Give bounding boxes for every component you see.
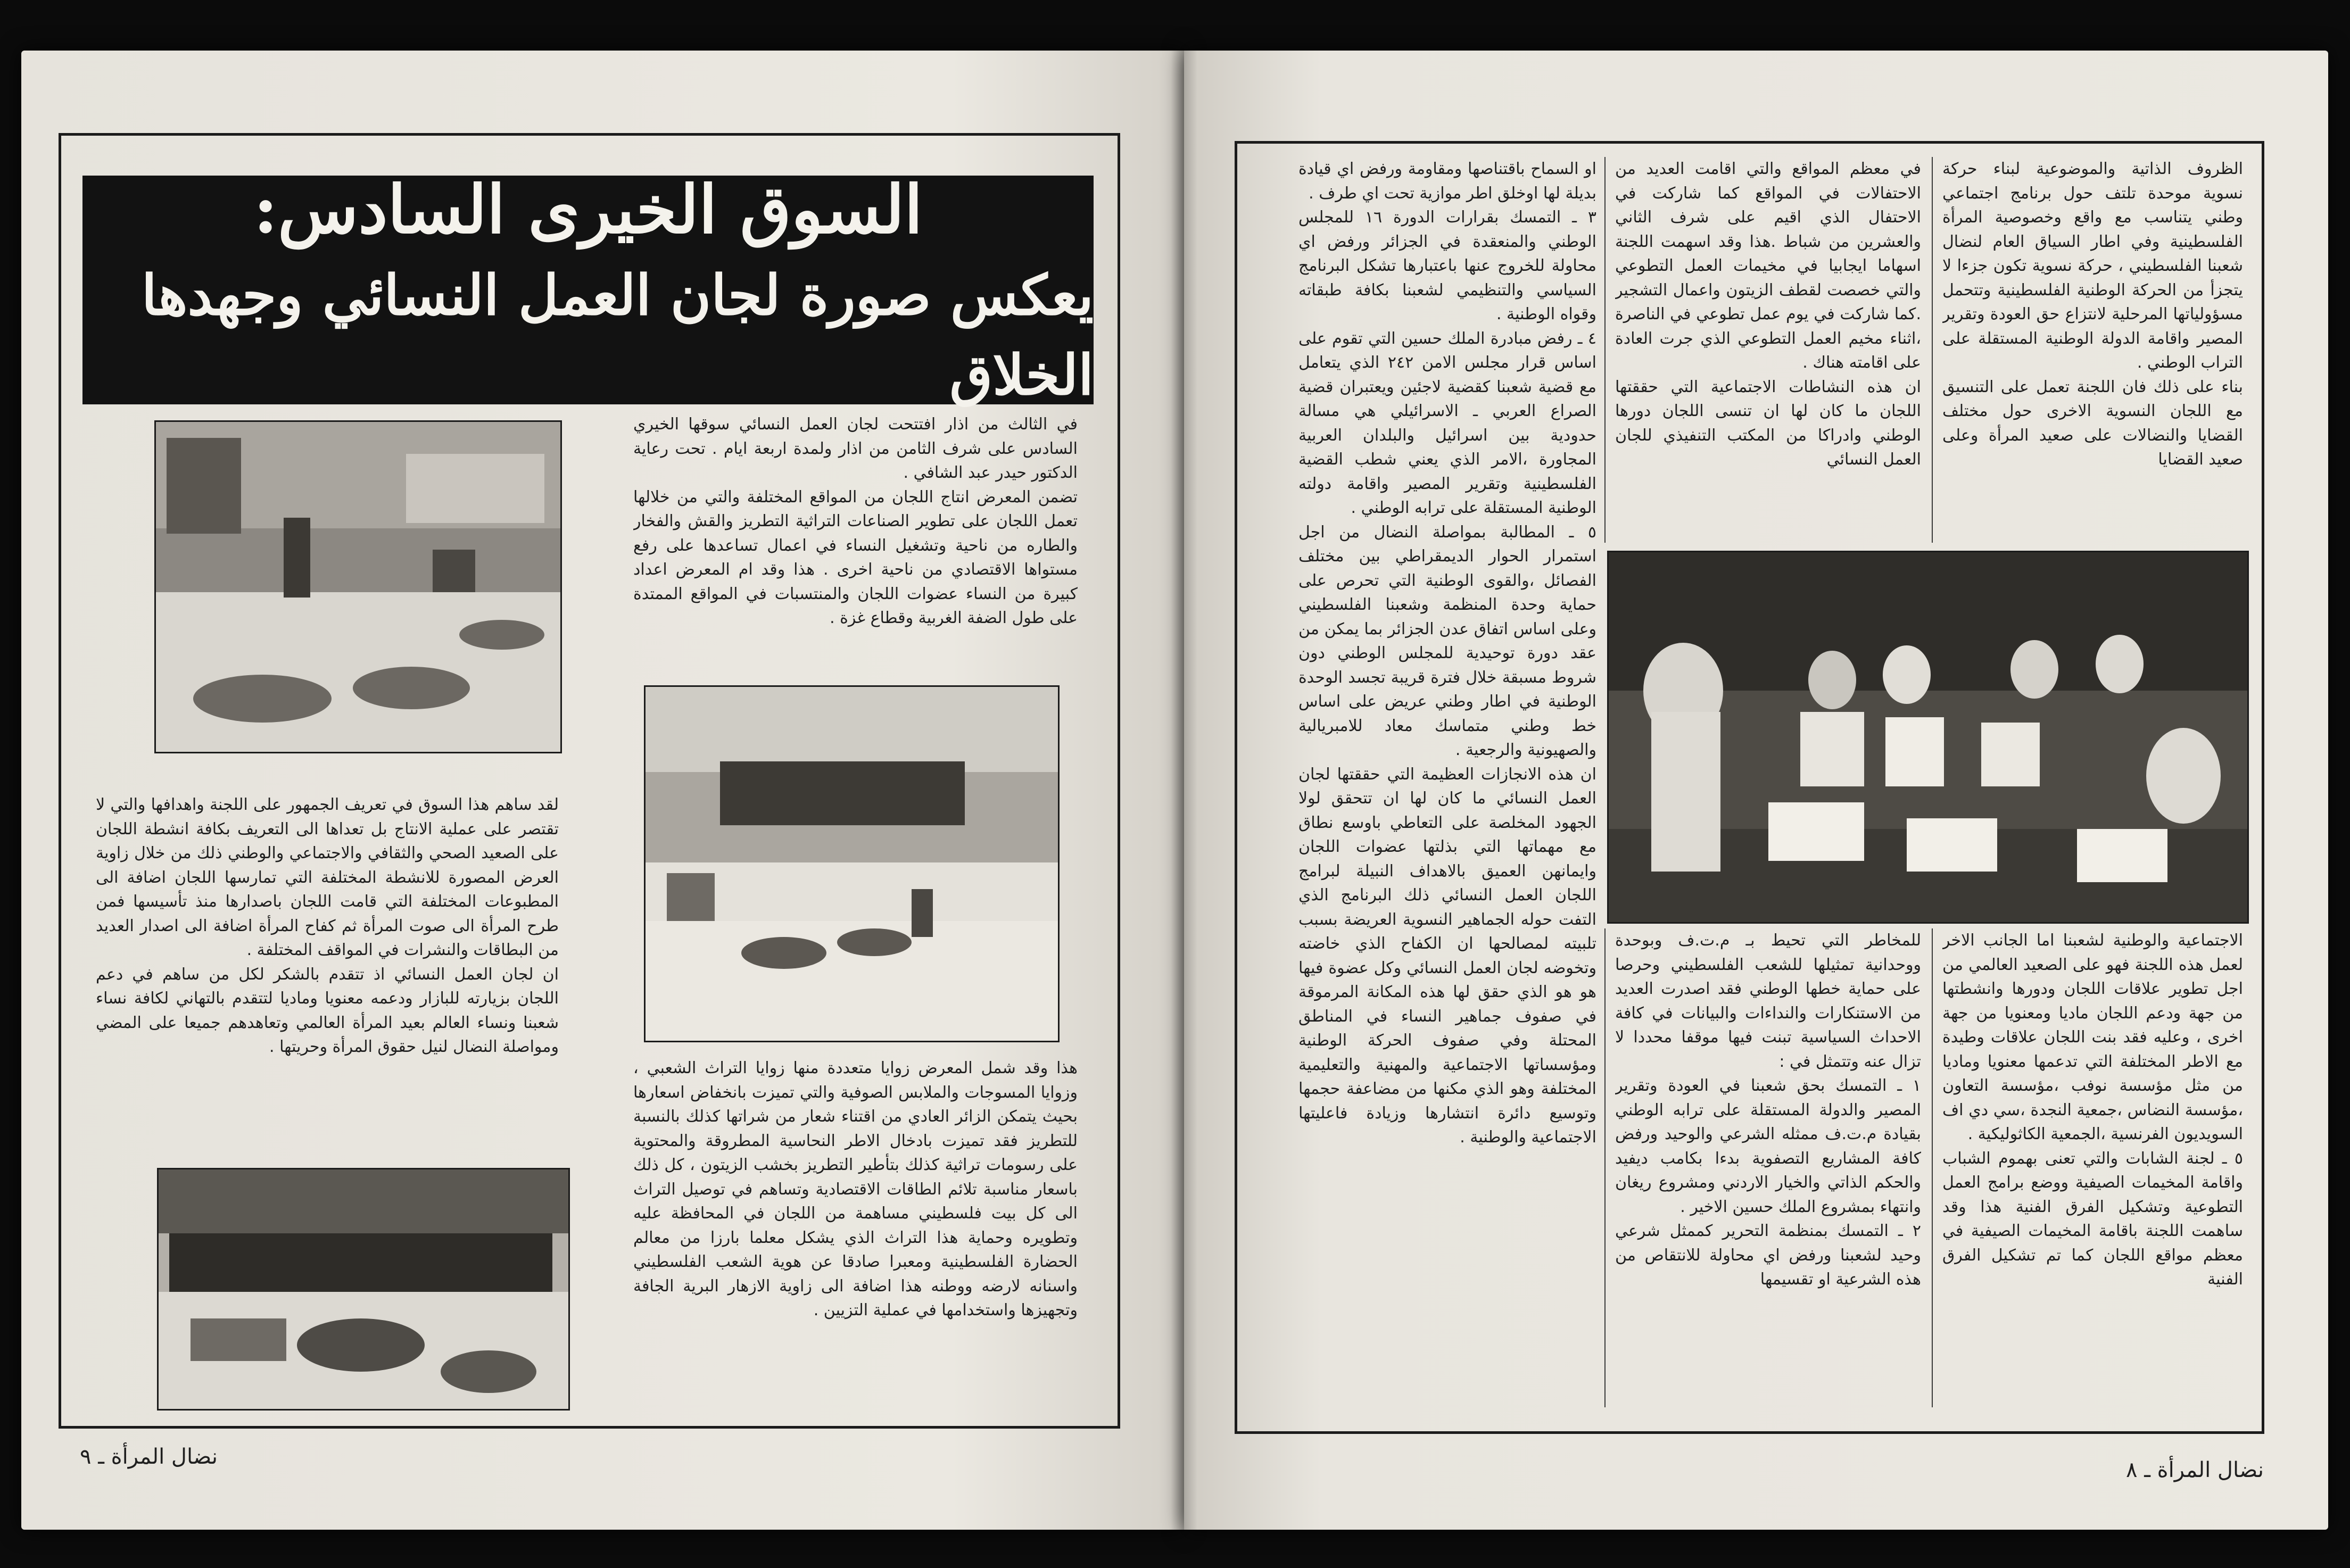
column-rule-4 [1932,928,1933,1407]
column-rule-3 [1604,928,1606,1407]
right-col3-full: او السماح باقتناصها ومقاومة ورفض اي قيادة بديلة لها اوخلق اطر موازية تحت اي طرف . ٣ ـ التمسك بقرارات الدورة ١٦ للمجلس الوطني والمنعقدة في الجزائر ورفض اي محاولة للخروج عنها باعتبارها تشكل البرنامج السياسي والتنظيمي لشعبنا بكافة طبقاته وقواه الوطنية . ٤ ـ رفض مبادرة الملك حسين التي تقوم على اساس قرار مجلس الامن ٢٤٢ الذي يتعامل مع قضية شعبنا كقضية لاجئين ويعتبران قضية الصراع العربي ـ الاسرائيلي هي مسالة حدودية بين اسرائيل والبلدان العربية المجاورة ،الامر الذي يعني شطب القضية الفلسطينية وتقرير المصير واقامة دولته الوطنية المستقلة على ترابه الوطني . ٥ ـ المطالبة بمواصلة النضال من اجل استمرار الحوار الديمقراطي بين مختلف الفصائل ،والقوى الوطنية التي تحرص على حماية وحدة المنظمة وشعبنا الفلسطيني وعلى اساس اتفاق عدن الجزائر بما يمكن من عقد دورة توحيدية للمجلس الوطني دون شروط مسبقة خلال فترة قريبة تجسد الوحدة الوطنية في اطار وطني عريض على اساس خط وطني متماسك معاد للامبريالية والصهيونية والرجعية . ان هذه الانجازات العظيمة التي حققتها لجان العمل النسائي ما كان لها ان تتحقق لولا الجهود المخلصة على التعاطي باوسع نطاق مع مهماتها التي بذلتها عضوات اللجان وايمانهن العميق بالاهداف النبيلة لبرامج اللجان العمل النسائي ذلك البرنامج الذي التفت حوله الجماهير النسوية العريضة بسبب تلبيته لمصالحها ان الكفاح الذي خاضته وتخوضه لجان العمل النسائي وكل عضوة فيها هو هو الذي حقق لها هذه المكانة المرموقة في صفوف جماهير النساء في المناطق المحتلة وفي صفوف الحركة الوطنية ومؤسساتها الاجتماعية والمهنية والتعليمية المختلفة وهو الذي مكنها من مضاعفة حجمها وتوسيع دائرة انتشارها وزيادة فاعليتها الاجتماعية والوطنية . [1298,160,1596,1147]
column-rule-1 [1604,157,1606,543]
headline-line-1: السوق الخيرى السادس: [253,171,923,248]
article-headline [82,171,1094,408]
right-col2-bottom: للمخاطر التي تحيط بـ م.ت.ف وبوحدة ووحدانية تمثيلها للشعب الفلسطيني وحرصا على حماية خطها الوطني فقد اصدرت العديد من الاستنكارات والنداءات والبيانات في كافة الاحداث السياسية تبنت فيها موقفا محددا لا تزال عنه وتتمثل في : ١ ـ التمسك بحق شعبنا في العودة وتقرير المصير والدولة المستقلة على ترابه الوطني بقيادة م.ت.ف ممثله الشرعي والوحيد ورفض كافة المشاريع التصفوية بدءا بكامب ديفيد والحكم الذاتي والخيار الاردني ومشروع ريغان وانتهاء بمشروع الملك حسين الاخير . ٢ ـ التمسك بمنظمة التحرير كممثل شرعي وحيد لشعبنا ورفض اي محاولة للانتقاص من هذه الشرعية او تقسيمها [1615,931,1921,1289]
photo-embroidery-display [644,685,1060,1042]
left-bottom-column: هذا وقد شمل المعرض زوايا متعددة منها زوايا التراث الشعبي ، وزوايا المسوجات والملابس الصوفية والتي تميزت بانخفاض اسعارها بحيث يتمكن الزائر العادي من اقتناء شعار من شراتها كذلك بالنسبة للتطريز فقد تميزت بادخال الاطر النحاسية المطروقة والمحتوية على رسومات تراثية كذلك بتأطير التطريز بخشب الزيتون ، كل ذلك باسعار مناسبة تلائم الطاقات الاقتصادية وتساهم في توصيل التراث الى كل بيت فلسطيني مساهمة من اللجان في المحافظة عليه وتطويره وحماية هذا التراث الذي يشكل معلما بارزا من معالم الحضارة الفلسطينية ومعبرا صادقا عن هوية الشعب الفلسطيني واسنانه لارضه ووطنه هذا اضافة الى زاوية الازهار البرية الجافة وتجهيزها واستخدامها في عملية التزيين . [633,1059,1078,1320]
column-rule-2 [1932,157,1933,543]
right-col1-top: الظروف الذاتية والموضوعية لبناء حركة نسوية موحدة تلتف حول برنامج اجتماعي وطني يتناسب مع واقع وخصوصية المرأة الفلسطينية وفي اطار السياق العام لنضال شعبنا الفلسطيني ، حركة نسوية تكون جزءا لا يتجزأ من الحركة الوطنية الفلسطينية وتتحمل مسؤولياتها المرحلية لانتزاع حق العودة وتقرير المصير واقامة الدولة الوطنية المستقلة على التراب الوطني . بناء على ذلك فان اللجنة تعمل على التنسيق مع اللجان النسوية الاخرى حول مختلف القضايا والنضالات على صعيد المرأة وعلى صعيد القضايا [1942,160,2243,469]
left-intro-column: في الثالث من اذار افتتحت لجان العمل النسائي سوقها الخيري السادس على شرف الثامن من اذار ولمدة اربعة ايام . تحت رعاية الدكتور حيدر عبد الشافي . تضمن المعرض انتاج اللجان من المواقع المختلفة والتي من خلالها تعمل اللجان على تطوير الصناعات التراثية التطريز والقش والفخار والطاره من ناحية وتشغيل النساء في اعمال تساعدها على رفع مستواها الاقتصادي من ناحية اخرى . هذا وقد ام المعرض اعداد كبيرة من النساء عضوات اللجان والمنتسبات في المواقع الممتدة على طول الضفة الغربية وقطاع غزة . [633,415,1078,627]
photo-women-certificates [1607,551,2249,924]
right-col1-bottom: الاجتماعية والوطنية لشعبنا اما الجانب الاخر لعمل هذه اللجنة فهو على الصعيد العالمي من اجل تطوير علاقات اللجان ودورها وانشطتها من جهة ودعم اللجان ماديا ومعنويا من جهة اخرى ، وعليه فقد بنت اللجان علاقات وطيدة مع الاطر المختلفة التي تدعمها معنويا وماديا من مثل مؤسسة نوفب ،مؤسسة التعاون ،مؤسسة النضاس ،جمعية النجدة ،سي دي اف السويديون الفرنسية ،الجمعية الكاثوليكية . ٥ ـ لجنة الشابات والتي تعنى بهموم الشباب واقامة المخيمات الصيفية ووضع برامج العمل التطوعية وتشكيل الفرق الفنية هذا وقد ساهمت اللجنة باقامة المخيمات الصيفية في معظم مواقع اللجان كما تم تشكيل الفرق الفنية [1942,931,2243,1289]
headline-line-2: يعكس صورة لجان العمل النسائي وجهدها الخلاق [141,262,1094,408]
left-middle-column: لقد ساهم هذا السوق في تعريف الجمهور على اللجنة واهدافها والتي لا تقتصر على عملية الانتاج بل تعداها الى التعريف بكافة انشطة اللجان على الصعيد الصحي والثقافي والاجتماعي والوطني ذلك من خلال زاوية العرض المصورة للانشطة المختلفة التي تمارسها اللجان اضافة الى المطبوعات المختلفة التي قامت اللجان باصدارها منذ تأسيسها فمن طرح المرأة الى صوت المرأة ثم كفاح المرأة اضافة الى اصدار العديد من البطاقات والنشرات في المواقف المختلفة . ان لجان العمل النسائي اذ تتقدم بالشكر لكل من ساهم في دعم اللجان بزيارته للبازار ودعمه معنويا وماديا لتتقدم بالتهاني لكافة نساء شعبنا ونساء العالم بعيد المرأة العالمي وتعاهدهم جميعا على المضي ومواصلة النضال لنيل حقوق المرأة وحريتها . [96,795,559,1056]
photo-market-tables [157,1168,570,1411]
magazine-spine [1171,51,1197,1530]
right-page-number: نضال المرأة ـ ٨ [2126,1458,2264,1482]
photo-exhibition-hall [154,420,562,753]
right-col2-top: في معظم المواقع والتي اقامت العديد من الاحتفالات في المواقع كما شاركت في الاحتفال الذي اقيم على شرف الثاني والعشرين من شباط .هذا وقد اسهمت اللجنة اسهاما ايجابيا في مخيمات العمل التطوعي والتي خصصت لقطف الزيتون واعمال التشجير .كما شاركت في يوم عمل تطوعي في الناصرة ،اثناء مخيم العمل التطوعي الذي جرت العادة على اقامته هناك . ان هذه النشاطات الاجتماعية التي حققتها اللجان ما كان لها ان تنسى اللجان دورها الوطني وادراكا من المكتب التنفيذي للجان العمل النسائي [1615,160,1921,469]
left-page-number: نضال المرأة ـ ٩ [80,1445,218,1469]
